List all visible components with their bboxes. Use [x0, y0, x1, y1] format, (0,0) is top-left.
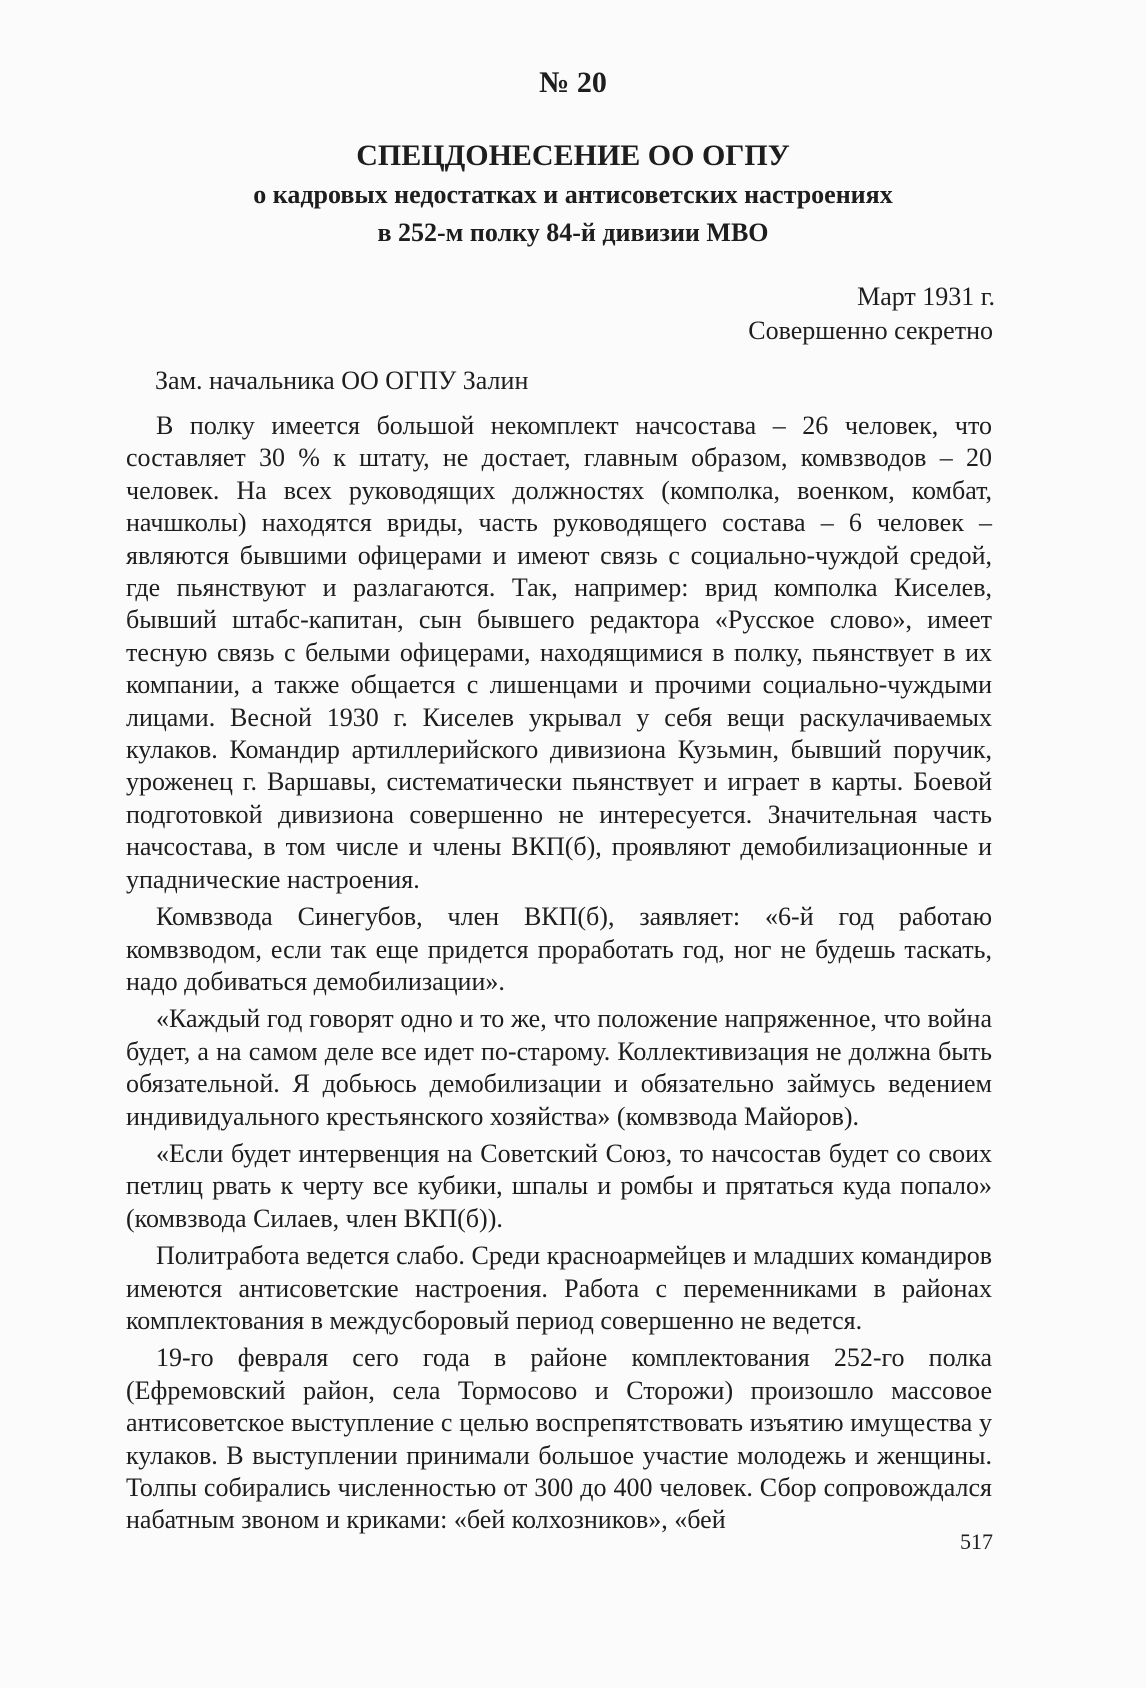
document-number: № 20: [539, 66, 607, 99]
document-title: СПЕЦДОНЕСЕНИЕ ОО ОГПУ: [356, 139, 790, 172]
document-date: Март 1931 г.: [857, 282, 995, 311]
body-paragraph: 19-го февраля сего года в районе комплектования 252-го полка (Ефремовский район, села Тормосово и Сторожи) произошло массовое антисоветское выступление с целью воспрепятствовать изъятию имущества у кулаков. В выступлении принимали большое участие молодежь и женщины. Толпы собирались численностью от 300 до 400 человек. Сбор сопровождался набатным звоном и криками: «бей колхозников», «бей: [126, 1343, 992, 1535]
body-paragraph: В полку имеется большой некомплект начсостава – 26 человек, что составляет 30 % к штату, не достает, главным образом, комвзводов – 20 человек. На всех руководящих должностях (комполка, военком, комбат, начшколы) находятся вриды, часть руководящего состава – 6 человек – являются бывшими офицерами и имеют связь с социально-чуждой средой, где пьянствуют и разлагаются. Так, например: врид комполка Киселев, бывший штабс-капитан, сын бывшего редактора «Русское слово», имеет тесную связь с белыми офицерами, находящимися в полку, пьянствует в их компании, а также общается с лишенцами и прочими социально-чуждыми лицами. Весной 1930 г. Киселев укрывал у себя вещи раскулачиваемых кулаков. Командир артиллерийского дивизиона Кузьмин, бывший поручик, уроженец г. Варшавы, систематически пьянствует и играет в карты. Боевой подготовкой дивизиона совершенно не интересуется. Значительная часть начсостава, в том числе и члены ВКП(б), проявляют демобилизационные и упаднические настроения.: [126, 411, 992, 894]
document-subtitle: [0, 176, 1146, 252]
body-paragraph: «Если будет интервенция на Советский Союз, то начсостав будет со своих петлиц рвать к черту все кубики, шпалы и ромбы и прятаться куда попало» (комвзвода Силаев, член ВКП(б)).: [126, 1138, 992, 1233]
body-paragraph: Комвзвода Синегубов, член ВКП(б), заявляет: «6-й год работаю комвзводом, если так еще придется проработать год, ног не будешь таскать, надо добиваться демобилизации».: [126, 902, 992, 996]
body-paragraph: Политработа ведется слабо. Среди красноармейцев и младших командиров имеются антисоветские настроения. Работа с переменниками в районах комплектования в междусборовый период совершенно не ведется.: [126, 1241, 992, 1335]
document-body: [126, 410, 992, 1542]
subtitle-line-2: в 252-м полку 84-й дивизии МВО: [377, 218, 769, 247]
body-paragraph: «Каждый год говорят одно и то же, что положение напряженное, что война будет, а на самом деле все идет по-старому. Коллективизация не должна быть обязательной. Я добьюсь демобилизации и обязательно займусь ведением индивидуального крестьянского хозяйства» (комвзвода Майоров).: [126, 1004, 992, 1131]
document-source: Зам. начальника ОО ОГПУ Залин: [155, 366, 529, 395]
page-number: 517: [960, 1529, 993, 1554]
subtitle-line-1: о кадровых недостатках и антисоветских настроениях: [253, 180, 893, 209]
classification-label: Совершенно секретно: [748, 316, 993, 345]
